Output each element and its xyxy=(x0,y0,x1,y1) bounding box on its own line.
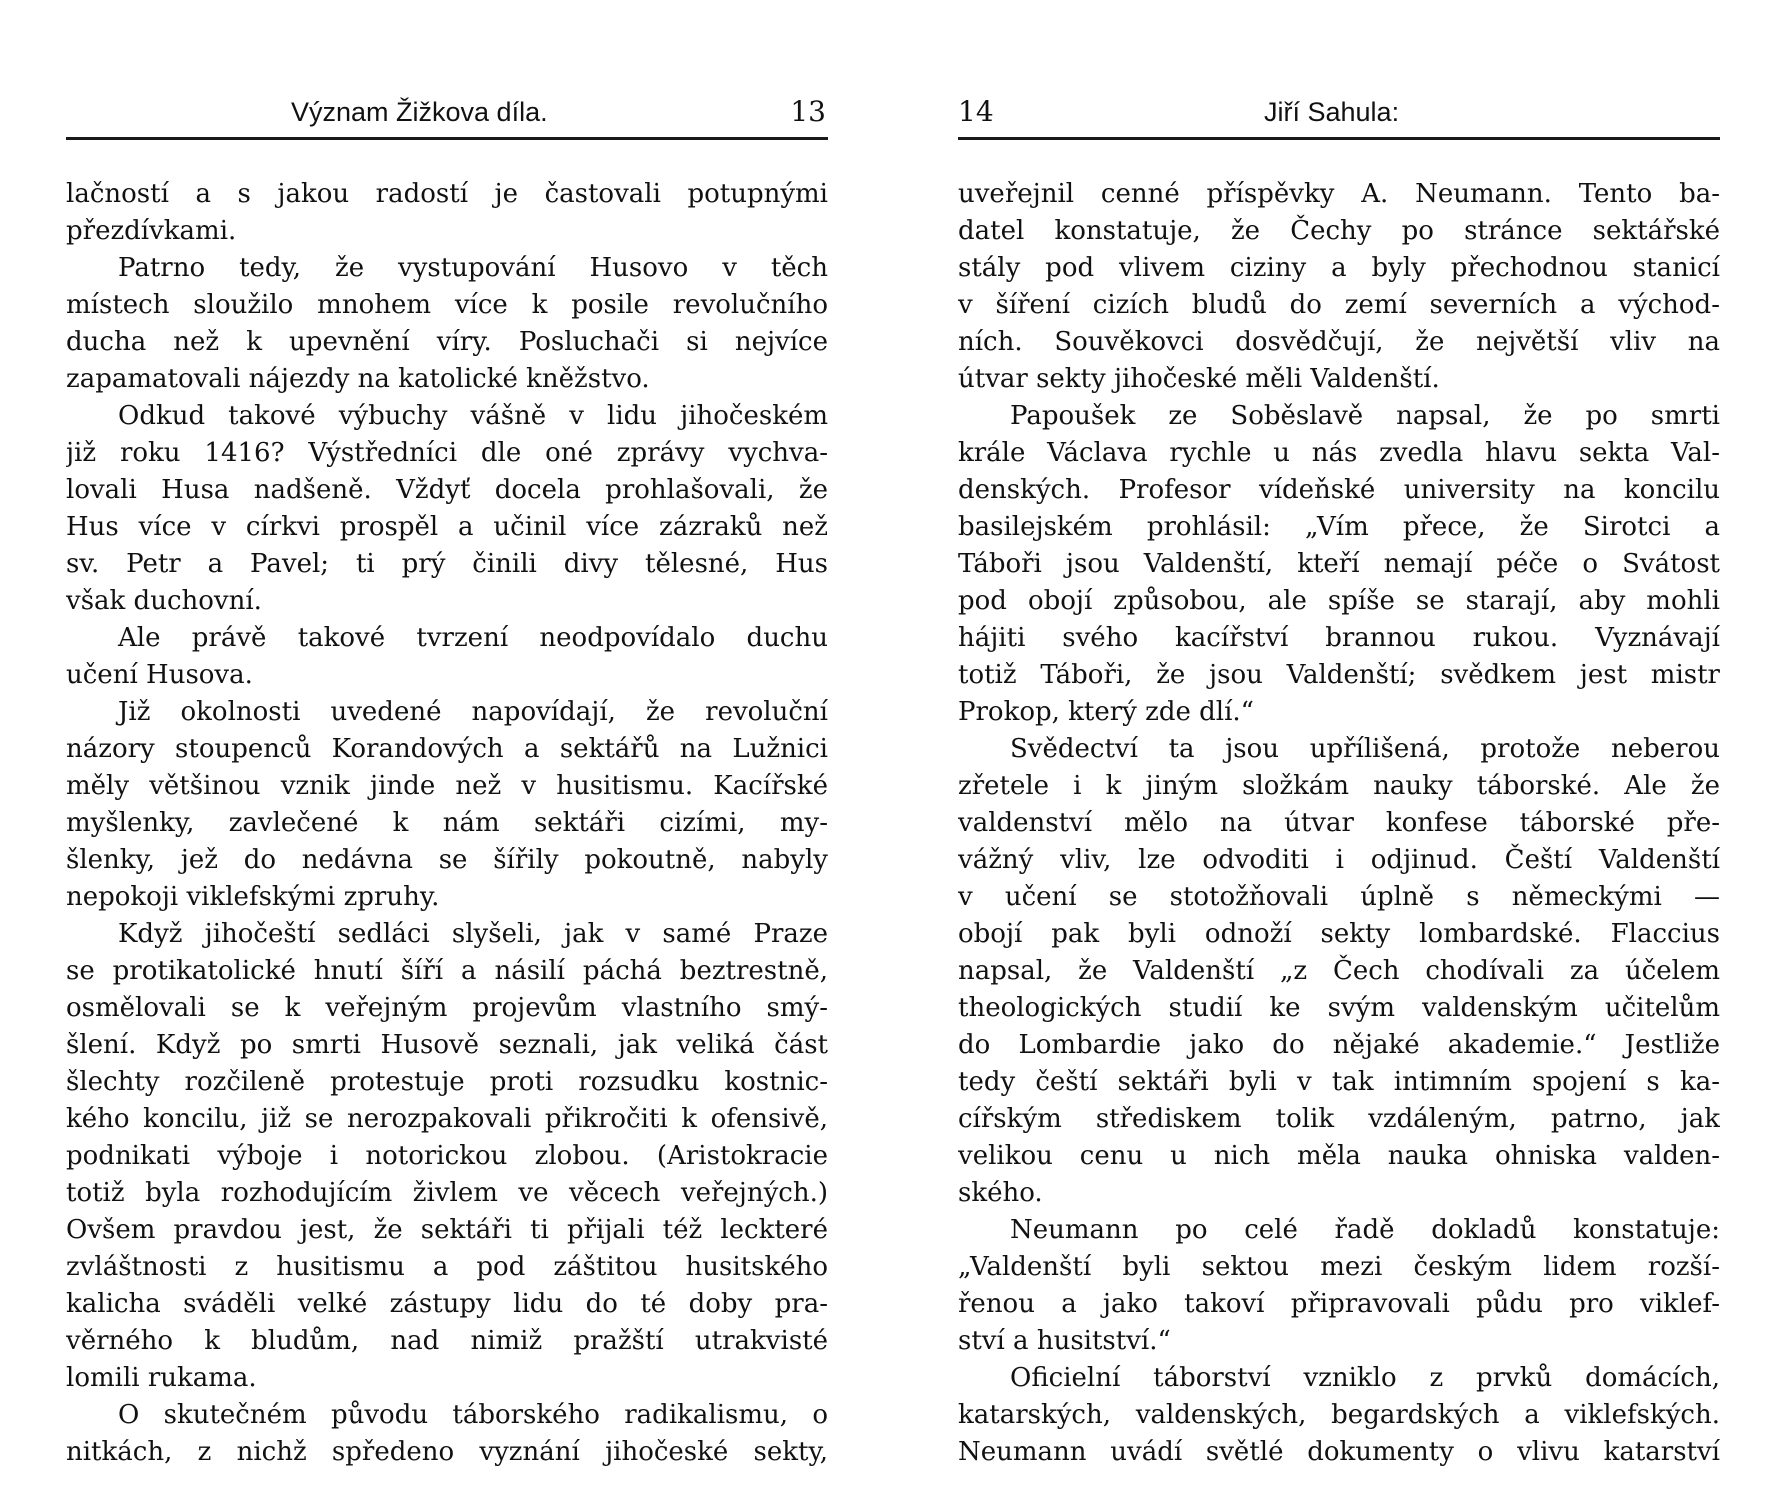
text-line: šlenky, jež do nedávna se šířily pokoutně, nabyly xyxy=(66,845,828,875)
text-line: stály pod vlivem ciziny a byly přechodnou stanicí xyxy=(958,253,1720,283)
text-line: ducha než k upevnění víry. Posluchači si nejvíce xyxy=(66,327,828,357)
body-text xyxy=(66,176,828,1471)
text-line: osmělovali se k veřejným projevům vlastního smý- xyxy=(66,993,828,1023)
text-line: napsal, že Valdenští „z Čech chodívali za účelem xyxy=(958,956,1720,986)
text-line: řenou a jako takoví připravovali půdu pro viklef- xyxy=(958,1289,1720,1319)
text-line: v učení se stotožňovali úplně s německými — xyxy=(958,882,1720,912)
text-line: se protikatolické hnutí šíří a násilí páchá beztrestně, xyxy=(66,956,828,986)
text-line: však duchovní. xyxy=(66,586,262,616)
text-line: ních. Souvěkovci dosvědčují, že největší vliv na xyxy=(958,327,1720,357)
left-running-head xyxy=(66,92,828,132)
text-line: Oficielní táborství vzniklo z prvků domácích, xyxy=(1010,1363,1720,1393)
running-title: Jiří Sahula: xyxy=(1264,97,1400,127)
right-running-head xyxy=(958,92,1720,132)
text-line: učení Husova. xyxy=(66,660,253,690)
text-line: Neumann uvádí světlé dokumenty o vlivu katarství xyxy=(958,1437,1720,1467)
text-line: Ovšem pravdou jest, že sektáři ti přijali též leckteré xyxy=(66,1215,828,1245)
text-line: šlení. Když po smrti Husově seznali, jak veliká část xyxy=(66,1030,828,1060)
text-line: Již okolnosti uvedené napovídají, že revoluční xyxy=(118,697,828,727)
page-number: 13 xyxy=(790,95,826,128)
text-line: denských. Profesor vídeňské university na koncilu xyxy=(958,475,1720,505)
text-line: Neumann po celé řadě dokladů konstatuje: xyxy=(1010,1215,1720,1245)
page-number: 14 xyxy=(958,95,994,128)
text-line: Hus více v církvi prospěl a učinil více zázraků než xyxy=(66,512,828,542)
text-line: theologických studií ke svým valdenským učitelům xyxy=(958,993,1720,1023)
text-line: pod obojí způsobou, ale spíše se starají, aby mohli xyxy=(958,586,1720,616)
text-line: měly většinou vznik jinde než v husitismu. Kacířské xyxy=(66,771,828,801)
text-line: ství a husitství.“ xyxy=(958,1326,1171,1356)
right-page xyxy=(958,0,1720,1500)
text-line: sv. Petr a Pavel; ti prý činili divy tělesné, Hus xyxy=(66,549,828,579)
text-line: kalicha sváděli velké zástupy lidu do té doby pra- xyxy=(66,1289,828,1319)
text-line: věrného k bludům, nad nimiž pražští utrakvisté xyxy=(66,1326,828,1356)
text-line: uveřejnil cenné příspěvky A. Neumann. Tento ba- xyxy=(958,179,1720,209)
text-line: velikou cenu u nich měla nauka ohniska valden- xyxy=(958,1141,1720,1171)
text-line: obojí pak byli odnoží sekty lombardské. Flaccius xyxy=(958,919,1720,949)
header-rule xyxy=(66,137,828,140)
text-line: nepokoji viklefskými zpruhy. xyxy=(66,882,440,912)
text-line: totiž byla rozhodujícím živlem ve věcech veřejných.) xyxy=(66,1178,828,1208)
text-line: šlechty rozčileně protestuje proti rozsudku kostnic- xyxy=(66,1067,828,1097)
text-line: cířským střediskem tolik vzdáleným, patrno, jak xyxy=(958,1104,1720,1134)
text-line: krále Václava rychle u nás zvedla hlavu sekta Val- xyxy=(958,438,1720,468)
running-title: Význam Žižkova díla. xyxy=(291,97,548,127)
text-line: datel konstatuje, že Čechy po stránce sektářské xyxy=(958,216,1720,246)
text-line: Prokop, který zde dlí.“ xyxy=(958,697,1254,727)
text-line: basilejském prohlásil: „Vím přece, že Sirotci a xyxy=(958,512,1720,542)
text-line: lomili rukama. xyxy=(66,1363,257,1393)
text-line: Odkud takové výbuchy vášně v lidu jihočeském xyxy=(118,401,828,431)
text-line: katarských, valdenských, begardských a viklefských. xyxy=(958,1400,1720,1430)
text-line: přezdívkami. xyxy=(66,216,237,246)
text-line: zapamatovali nájezdy na katolické kněžstvo. xyxy=(66,364,650,394)
text-line: v šíření cizích bludů do zemí severních a východ- xyxy=(958,290,1720,320)
header-rule xyxy=(958,137,1720,140)
text-line: vážný vliv, lze odvoditi i odjinud. Čeští Valdenští xyxy=(958,845,1720,875)
text-line: nitkách, z nichž spředeno vyznání jihočeské sekty, xyxy=(66,1437,828,1467)
text-line: Patrno tedy, že vystupování Husovo v těch xyxy=(118,253,828,283)
text-line: „Valdenští byli sektou mezi českým lidem rozší- xyxy=(958,1252,1720,1282)
text-line: kého koncilu, již se nerozpakovali přikročiti k ofensivě, xyxy=(66,1104,828,1134)
text-line: lačností a s jakou radostí je častovali potupnými xyxy=(66,179,828,209)
text-line: názory stoupenců Korandových a sektářů na Lužnici xyxy=(66,734,828,764)
text-line: podnikati výboje i notorickou zlobou. (Aristokracie xyxy=(66,1141,828,1171)
text-line: již roku 1416? Výstředníci dle oné zprávy vychva- xyxy=(66,438,828,468)
text-line: zřetele i k jiným složkám nauky táborské. Ale že xyxy=(958,771,1720,801)
body-text xyxy=(958,176,1720,1471)
text-line: hájiti svého kacířství brannou rukou. Vyznávají xyxy=(958,623,1720,653)
text-line: Svědectví ta jsou upřílišená, protože neberou xyxy=(1010,734,1720,764)
text-line: do Lombardie jako do nějaké akademie.“ Jestliže xyxy=(958,1030,1720,1060)
text-line: totiž Táboři, že jsou Valdenští; svědkem jest mistr xyxy=(958,660,1720,690)
text-line: valdenství mělo na útvar konfese táborské pře- xyxy=(958,808,1720,838)
text-line: zvláštnosti z husitismu a pod záštitou husitského xyxy=(66,1252,828,1282)
left-page xyxy=(66,0,828,1500)
text-line: lovali Husa nadšeně. Vždyť docela prohlašovali, že xyxy=(66,475,828,505)
text-line: myšlenky, zavlečené k nám sektáři cizími, my- xyxy=(66,808,828,838)
text-line: ského. xyxy=(958,1178,1043,1208)
text-line: tedy čeští sektáři byli v tak intimním spojení s ka- xyxy=(958,1067,1720,1097)
text-line: Papoušek ze Soběslavě napsal, že po smrti xyxy=(1010,401,1720,431)
text-line: Když jihočeští sedláci slyšeli, jak v samé Praze xyxy=(118,919,828,949)
text-line: O skutečném původu táborského radikalismu, o xyxy=(118,1400,828,1430)
text-line: Táboři jsou Valdenští, kteří nemají péče o Svátost xyxy=(958,549,1720,579)
text-line: útvar sekty jihočeské měli Valdenští. xyxy=(958,364,1440,394)
text-line: místech sloužilo mnohem více k posile revolučního xyxy=(66,290,828,320)
text-line: Ale právě takové tvrzení neodpovídalo duchu xyxy=(118,623,828,653)
